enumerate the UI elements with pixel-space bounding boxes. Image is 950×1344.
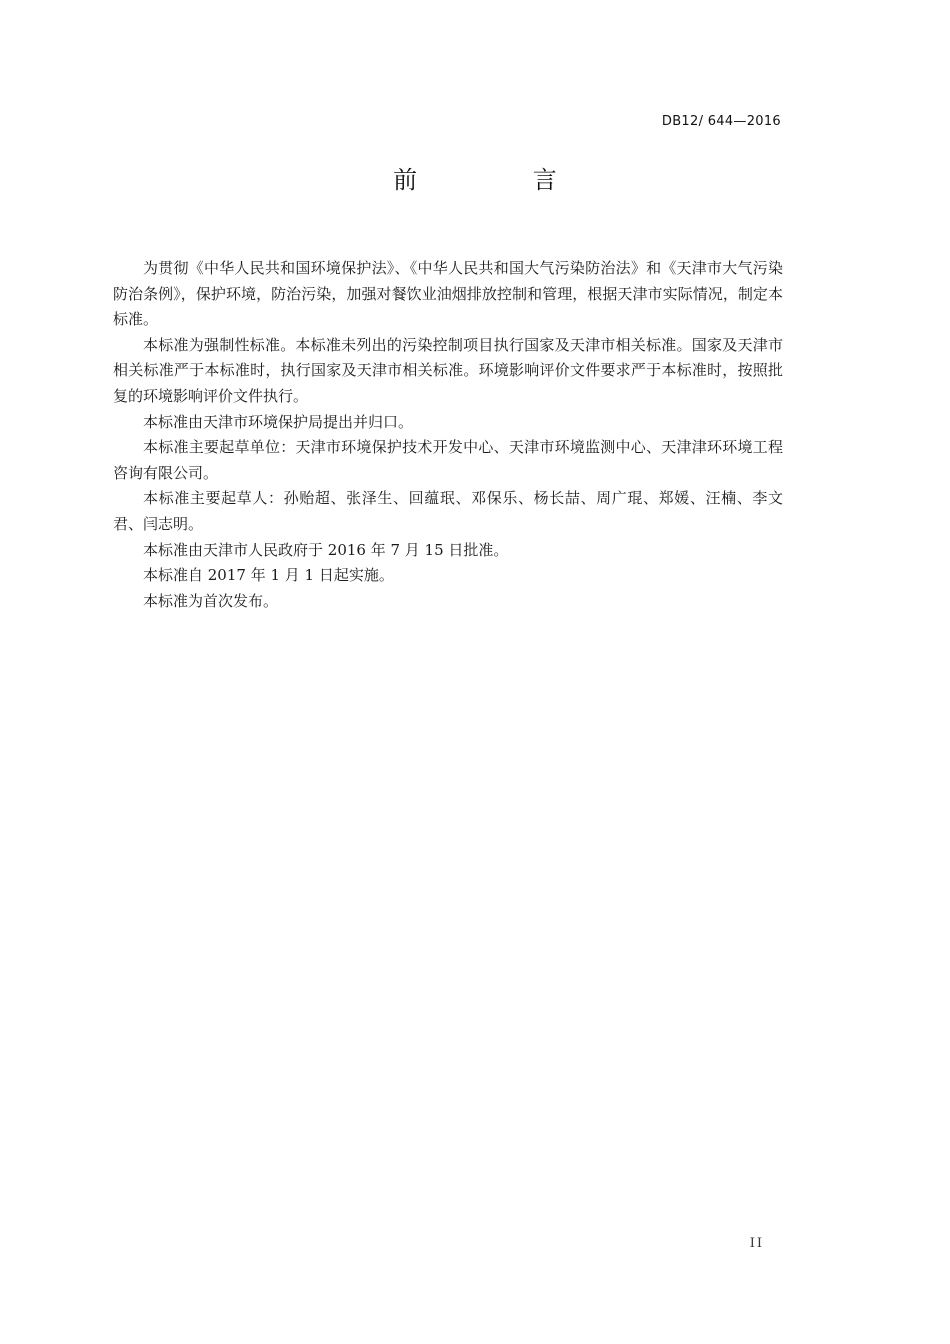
- paragraph-drafters: 本标准主要起草人：孙贻超、张泽生、回蕴珉、邓保乐、杨长喆、周广琨、郑媛、汪楠、李文君、闫志明。: [113, 489, 783, 533]
- paragraph-proposer: 本标准由天津市环境保护局提出并归口。: [143, 412, 414, 431]
- foreword-body: [113, 256, 783, 614]
- paragraph-mandatory: 本标准为强制性标准。本标准未列出的污染控制项目执行国家及天津市相关标准。国家及天津市相关标准严于本标准时，执行国家及天津市相关标准。环境影响评价文件要求严于本标准时，按照批复的环境影响评价文件执行。: [113, 335, 783, 405]
- paragraph-approval: 本标准由天津市人民政府于 2016 年 7 月 15 日批准。: [143, 540, 509, 559]
- paragraph-purpose: 为贯彻《中华人民共和国环境保护法》、《中华人民共和国大气污染防治法》和《天津市大气污染防治条例》，保护环境，防治污染，加强对餐饮业油烟排放控制和管理，根据天津市实际情况，制定本标准。: [113, 259, 783, 329]
- page-number: II: [749, 1236, 764, 1251]
- page-title: 前 言: [393, 166, 611, 194]
- paragraph-drafting-units: 本标准主要起草单位：天津市环境保护技术开发中心、天津市环境监测中心、天津津环环境工程咨询有限公司。: [113, 438, 783, 482]
- paragraph-effective-date: 本标准自 2017 年 1 月 1 日起实施。: [143, 566, 394, 585]
- standard-code: DB12/ 644—2016: [661, 114, 781, 129]
- paragraph-first-release: 本标准为首次发布。: [143, 591, 279, 610]
